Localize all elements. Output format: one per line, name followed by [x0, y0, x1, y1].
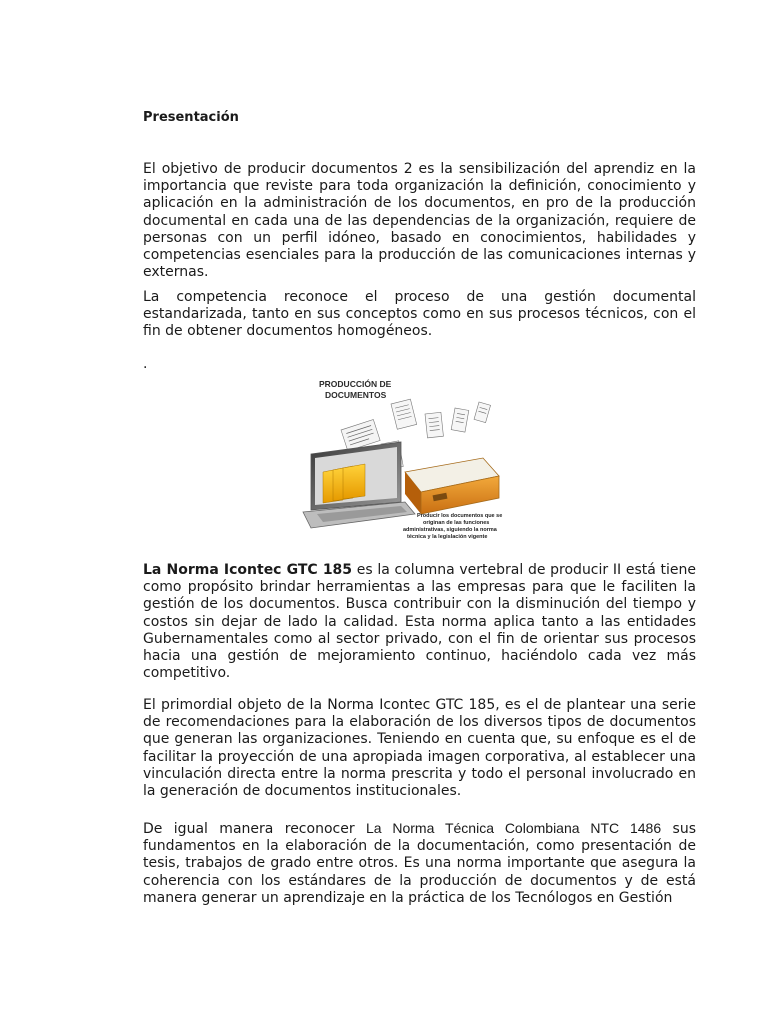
ntc1486-name: La Norma Técnica Colombiana NTC 1486 — [365, 820, 662, 836]
laptop-icon — [303, 442, 415, 528]
figure-caption-line3: administrativas, siguiendo la norma — [403, 527, 497, 533]
figure-title-line1: PRODUCCIÓN DE — [319, 379, 392, 389]
paragraph-objeto-norma: El primordial objeto de la Norma Icontec GTC 185, es el de plantear una serie de recomendaciones para la elaboración de los diversos tipos de documentos que generan las organizaciones. Teniendo en cuenta que, su enfoque es el de facilitar la proyección de una apropiada imagen corporativa, al establecer una vinculación directa entre la norma prescrita y todo el personal involucrado en la generación de documentos institucionales. — [143, 697, 696, 800]
paragraph-ntc1486 — [143, 820, 696, 907]
page-title: Presentación — [143, 110, 239, 125]
document-production-illustration — [283, 372, 515, 550]
ntc1486-intro: De igual manera reconocer — [143, 821, 366, 837]
figure-caption-line2: originan de las funciones — [423, 520, 490, 526]
figure-caption-line4: técnica y la legislación vigente — [407, 534, 488, 540]
paragraph-objective: El objetivo de producir documentos 2 es la sensibilización del aprendiz en la importancia que reviste para toda organización la definición, conocimiento y aplicación en la administración de los documentos, en pro de la producción documental en cada una de las dependencias de la organización, requiere de personas con un perfil idóneo, basado en conocimientos, habilidades y competencias esenciales para la producción de las comunicaciones internas y externas. — [143, 161, 696, 281]
binder-icon — [405, 458, 499, 514]
figure-caption-line1: Producir los documentos que se — [417, 513, 503, 519]
norma-gtc185-bold: La Norma Icontec GTC 185 — [143, 562, 353, 578]
norma-gtc185-text: es la columna vertebral de producir II está tiene como propósito brindar herramientas a las empresas para que le faciliten la gestión de los documentos. Busca contribuir con la disminución del tiempo y costos sin dejar de lado la calidad. Esta norma aplica tanto a las entidades Gubernamentales como al sector privado, con el fin de orientar sus procesos hacia una gestión de mejoramiento continuo, haciéndolo cada vez más competitivo. — [143, 562, 696, 682]
illustration-svg — [283, 372, 515, 550]
paragraph-norma-gtc185 — [143, 562, 696, 682]
ntc1486-text: sus fundamentos en la elaboración de la documentación, como presentación de tesis, trabajos de grado entre otros. Es una norma importante que asegura la coherencia con los estándares de la producción de documentos y de está manera generar un aprendizaje en la práctica de los Tecnólogos en Gestión — [143, 821, 696, 906]
paragraph-competence: La competencia reconoce el proceso de una gestión documental estandarizada, tanto en sus conceptos como en sus procesos técnicos, con el fin de obtener documentos homogéneos. — [143, 289, 696, 340]
separator-dot: . — [143, 356, 148, 372]
figure-title-line2: DOCUMENTOS — [325, 390, 387, 400]
